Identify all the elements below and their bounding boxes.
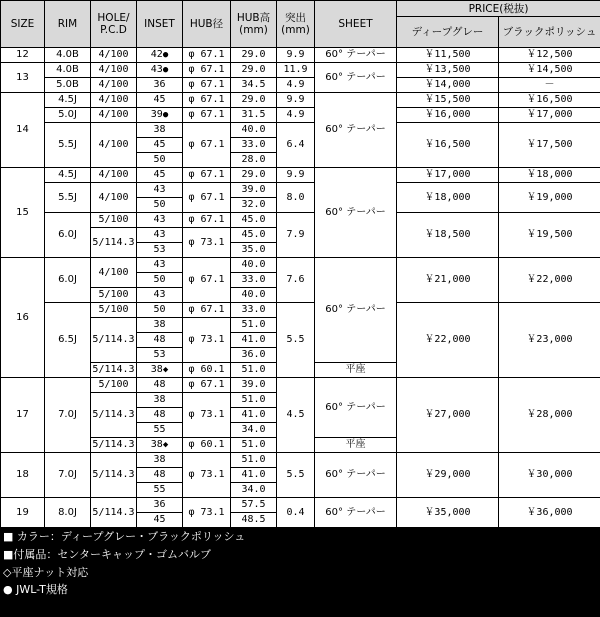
hub-height-cell: 45.0 — [231, 213, 277, 228]
header-rim: RIM — [45, 1, 91, 48]
rim-cell: 6.0J — [45, 258, 91, 303]
price-black-polish-cell: ￥17,500 — [499, 123, 600, 168]
header-size: SIZE — [1, 1, 45, 48]
hub-diameter-cell: φ 67.1 — [183, 63, 231, 78]
sheet-cell: 60° テーパー — [315, 498, 397, 528]
hub-diameter-cell: φ 60.1 — [183, 438, 231, 453]
sheet-cell: 60° テーパー — [315, 378, 397, 438]
hub-height-cell: 41.0 — [231, 408, 277, 423]
header-price-deep-gray: ディープグレー — [397, 17, 499, 48]
rim-cell: 4.0B — [45, 48, 91, 63]
hub-height-cell: 34.0 — [231, 483, 277, 498]
sheet-cell: 平座 — [315, 363, 397, 378]
size-cell: 14 — [1, 93, 45, 168]
hub-diameter-cell: φ 67.1 — [183, 213, 231, 228]
inset-cell: 38 — [137, 393, 183, 408]
legend-flat-seat-note: ◇平座ナット対応 — [3, 564, 600, 582]
projection-cell: 7.6 — [277, 258, 315, 303]
price-deep-gray-cell: ￥17,000 — [397, 168, 499, 183]
rim-cell: 5.5J — [45, 183, 91, 213]
price-deep-gray-cell: ￥18,500 — [397, 213, 499, 258]
header-price: PRICE(税抜) — [397, 1, 600, 17]
pcd-cell: 5/114.3 — [91, 363, 137, 378]
hub-height-cell: 51.0 — [231, 363, 277, 378]
inset-cell: 50 — [137, 153, 183, 168]
flat-seat-mark-icon: ◆ — [163, 365, 168, 375]
pcd-cell: 4/100 — [91, 48, 137, 63]
price-deep-gray-cell: ￥16,000 — [397, 108, 499, 123]
projection-cell: 5.5 — [277, 453, 315, 498]
hub-height-cell: 29.0 — [231, 48, 277, 63]
header-hole-pcd: HOLE/ P.C.D — [91, 1, 137, 48]
hub-diameter-cell: φ 73.1 — [183, 393, 231, 438]
hub-diameter-cell: φ 67.1 — [183, 93, 231, 108]
pcd-cell: 5/114.3 — [91, 393, 137, 438]
price-black-polish-cell: － — [499, 78, 600, 93]
price-black-polish-cell: ￥14,500 — [499, 63, 600, 78]
rim-cell: 6.0J — [45, 213, 91, 258]
hub-diameter-cell: φ 60.1 — [183, 363, 231, 378]
sheet-cell: 60° テーパー — [315, 93, 397, 168]
price-deep-gray-cell: ￥13,500 — [397, 63, 499, 78]
price-black-polish-cell: ￥19,000 — [499, 183, 600, 213]
rim-cell: 7.0J — [45, 453, 91, 498]
inset-cell: 48 — [137, 468, 183, 483]
hub-height-cell: 34.0 — [231, 423, 277, 438]
hub-diameter-cell: φ 67.1 — [183, 123, 231, 168]
projection-cell: 4.9 — [277, 108, 315, 123]
inset-cell: 43 — [137, 183, 183, 198]
price-deep-gray-cell: ￥22,000 — [397, 303, 499, 378]
header-hub-diameter: HUB径 — [183, 1, 231, 48]
inset-cell: 38 — [137, 318, 183, 333]
inset-cell: 50 — [137, 273, 183, 288]
hub-height-cell: 48.5 — [231, 513, 277, 528]
pcd-cell: 4/100 — [91, 63, 137, 78]
rim-cell: 4.5J — [45, 168, 91, 183]
sheet-cell: 60° テーパー — [315, 48, 397, 63]
inset-cell: 43● — [137, 63, 183, 78]
rim-cell: 8.0J — [45, 498, 91, 528]
inset-cell: 55 — [137, 483, 183, 498]
hub-height-cell: 33.0 — [231, 273, 277, 288]
hub-diameter-cell: φ 73.1 — [183, 498, 231, 528]
hub-height-cell: 36.0 — [231, 348, 277, 363]
legend-jwl-t-note: ● JWL-T規格 — [3, 581, 600, 599]
inset-cell: 50 — [137, 303, 183, 318]
hub-height-cell: 40.0 — [231, 123, 277, 138]
inset-cell: 45 — [137, 93, 183, 108]
size-cell: 17 — [1, 378, 45, 453]
price-deep-gray-cell: ￥35,000 — [397, 498, 499, 528]
hub-height-cell: 35.0 — [231, 243, 277, 258]
hub-diameter-cell: φ 73.1 — [183, 318, 231, 363]
header-price-black-polish: ブラックポリッシュ — [499, 17, 600, 48]
hub-height-cell: 41.0 — [231, 468, 277, 483]
rim-cell: 4.0B — [45, 63, 91, 78]
inset-cell: 48 — [137, 378, 183, 393]
hub-height-cell: 33.0 — [231, 303, 277, 318]
pcd-cell: 4/100 — [91, 168, 137, 183]
price-deep-gray-cell: ￥18,000 — [397, 183, 499, 213]
price-deep-gray-cell: ￥21,000 — [397, 258, 499, 303]
rim-cell: 6.5J — [45, 303, 91, 378]
flat-seat-mark-icon: ◆ — [163, 440, 168, 450]
hub-height-cell: 29.0 — [231, 93, 277, 108]
inset-cell: 55 — [137, 423, 183, 438]
inset-cell: 38 — [137, 123, 183, 138]
rim-cell: 7.0J — [45, 378, 91, 453]
pcd-cell: 5/114.3 — [91, 453, 137, 498]
price-black-polish-cell: ￥16,500 — [499, 93, 600, 108]
price-black-polish-cell: ￥36,000 — [499, 498, 600, 528]
hub-diameter-cell: φ 67.1 — [183, 108, 231, 123]
projection-cell: 9.9 — [277, 168, 315, 183]
projection-cell: 0.4 — [277, 498, 315, 528]
rim-cell: 5.0J — [45, 108, 91, 123]
hub-height-cell: 41.0 — [231, 333, 277, 348]
projection-cell: 4.5 — [277, 378, 315, 453]
projection-cell: 6.4 — [277, 123, 315, 168]
projection-cell: 11.9 — [277, 63, 315, 78]
projection-cell: 4.9 — [277, 78, 315, 93]
projection-cell: 8.0 — [277, 183, 315, 213]
size-cell: 15 — [1, 168, 45, 258]
pcd-cell: 5/100 — [91, 213, 137, 228]
hub-height-cell: 31.5 — [231, 108, 277, 123]
rim-cell: 5.0B — [45, 78, 91, 93]
hub-diameter-cell: φ 67.1 — [183, 168, 231, 183]
inset-cell: 43 — [137, 213, 183, 228]
rim-cell: 5.5J — [45, 123, 91, 168]
price-deep-gray-cell: ￥11,500 — [397, 48, 499, 63]
inset-cell: 53 — [137, 243, 183, 258]
hub-diameter-cell: φ 67.1 — [183, 48, 231, 63]
inset-cell: 45 — [137, 138, 183, 153]
price-black-polish-cell: ￥19,500 — [499, 213, 600, 258]
price-deep-gray-cell: ￥14,000 — [397, 78, 499, 93]
header-inset: INSET — [137, 1, 183, 48]
price-black-polish-cell: ￥23,000 — [499, 303, 600, 378]
inset-cell: 39● — [137, 108, 183, 123]
inset-cell: 45 — [137, 168, 183, 183]
hub-diameter-cell: φ 67.1 — [183, 258, 231, 303]
price-black-polish-cell: ￥17,000 — [499, 108, 600, 123]
hub-diameter-cell: φ 73.1 — [183, 453, 231, 498]
inset-cell: 50 — [137, 198, 183, 213]
jwl-t-mark-icon: ● — [163, 65, 168, 75]
sheet-cell: 60° テーパー — [315, 453, 397, 498]
hub-height-cell: 29.0 — [231, 63, 277, 78]
sheet-cell: 60° テーパー — [315, 258, 397, 363]
inset-cell: 38 — [137, 453, 183, 468]
pcd-cell: 4/100 — [91, 78, 137, 93]
header-projection: 突出 (mm) — [277, 1, 315, 48]
size-cell: 13 — [1, 63, 45, 93]
header-hub-height: HUB高 (mm) — [231, 1, 277, 48]
hub-height-cell: 34.5 — [231, 78, 277, 93]
price-black-polish-cell: ￥12,500 — [499, 48, 600, 63]
hub-diameter-cell: φ 73.1 — [183, 228, 231, 258]
hub-height-cell: 51.0 — [231, 393, 277, 408]
hub-height-cell: 45.0 — [231, 228, 277, 243]
hub-height-cell: 29.0 — [231, 168, 277, 183]
inset-cell: 38◆ — [137, 363, 183, 378]
hub-height-cell: 51.0 — [231, 453, 277, 468]
pcd-cell: 4/100 — [91, 258, 137, 288]
hub-height-cell: 57.5 — [231, 498, 277, 513]
projection-cell: 9.9 — [277, 48, 315, 63]
pcd-cell: 5/114.3 — [91, 228, 137, 258]
hub-height-cell: 32.0 — [231, 198, 277, 213]
price-deep-gray-cell: ￥16,500 — [397, 123, 499, 168]
hub-height-cell: 33.0 — [231, 138, 277, 153]
sheet-cell: 60° テーパー — [315, 168, 397, 258]
inset-cell: 45 — [137, 513, 183, 528]
jwl-t-mark-icon: ● — [163, 110, 168, 120]
inset-cell: 43 — [137, 258, 183, 273]
price-black-polish-cell: ￥18,000 — [499, 168, 600, 183]
hub-diameter-cell: φ 67.1 — [183, 78, 231, 93]
inset-cell: 38◆ — [137, 438, 183, 453]
price-black-polish-cell: ￥22,000 — [499, 258, 600, 303]
pcd-cell: 5/114.3 — [91, 438, 137, 453]
hub-height-cell: 39.0 — [231, 378, 277, 393]
price-deep-gray-cell: ￥29,000 — [397, 453, 499, 498]
header-sheet: SHEET — [315, 1, 397, 48]
price-deep-gray-cell: ￥27,000 — [397, 378, 499, 453]
pcd-cell: 5/100 — [91, 378, 137, 393]
inset-cell: 43 — [137, 228, 183, 243]
legend-accessories: ■付属品：センターキャップ・ゴムバルブ — [3, 546, 600, 564]
inset-cell: 42● — [137, 48, 183, 63]
legend-panel — [0, 528, 600, 617]
legend-colors: ■ カラー：ディープグレー・ブラックポリッシュ — [3, 528, 600, 546]
inset-cell: 48 — [137, 408, 183, 423]
hub-height-cell: 51.0 — [231, 438, 277, 453]
inset-cell: 36 — [137, 498, 183, 513]
hub-height-cell: 39.0 — [231, 183, 277, 198]
pcd-cell: 5/114.3 — [91, 318, 137, 363]
jwl-t-mark-icon: ● — [163, 50, 168, 60]
hub-height-cell: 40.0 — [231, 288, 277, 303]
hub-height-cell: 40.0 — [231, 258, 277, 273]
pcd-cell: 4/100 — [91, 93, 137, 108]
hub-diameter-cell: φ 67.1 — [183, 183, 231, 213]
rim-cell: 4.5J — [45, 93, 91, 108]
projection-cell: 5.5 — [277, 303, 315, 378]
sheet-cell: 60° テーパー — [315, 63, 397, 93]
price-deep-gray-cell: ￥15,500 — [397, 93, 499, 108]
pcd-cell: 5/100 — [91, 303, 137, 318]
size-cell: 12 — [1, 48, 45, 63]
hub-diameter-cell: φ 67.1 — [183, 378, 231, 393]
projection-cell: 9.9 — [277, 93, 315, 108]
size-cell: 18 — [1, 453, 45, 498]
pcd-cell: 4/100 — [91, 183, 137, 213]
pcd-cell: 4/100 — [91, 123, 137, 168]
price-black-polish-cell: ￥30,000 — [499, 453, 600, 498]
sheet-cell: 平座 — [315, 438, 397, 453]
pcd-cell: 4/100 — [91, 108, 137, 123]
size-cell: 19 — [1, 498, 45, 528]
size-cell: 16 — [1, 258, 45, 378]
inset-cell: 53 — [137, 348, 183, 363]
hub-diameter-cell: φ 67.1 — [183, 303, 231, 318]
inset-cell: 48 — [137, 333, 183, 348]
price-black-polish-cell: ￥28,000 — [499, 378, 600, 453]
projection-cell: 7.9 — [277, 213, 315, 258]
hub-height-cell: 28.0 — [231, 153, 277, 168]
inset-cell: 43 — [137, 288, 183, 303]
hub-height-cell: 51.0 — [231, 318, 277, 333]
pcd-cell: 5/100 — [91, 288, 137, 303]
pcd-cell: 5/114.3 — [91, 498, 137, 528]
inset-cell: 36 — [137, 78, 183, 93]
